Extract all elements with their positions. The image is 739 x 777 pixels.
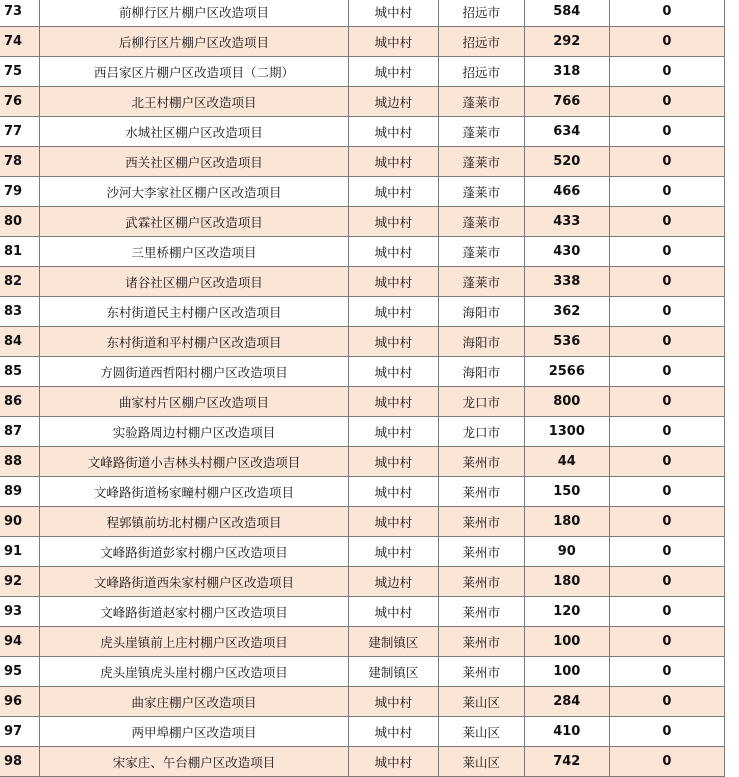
table-row bbox=[0, 597, 725, 627]
zero-value-cell: 0 bbox=[609, 537, 724, 567]
households-cell: 2566 bbox=[524, 357, 609, 387]
project-name-cell: 文峰路街道赵家村棚户区改造项目 bbox=[40, 597, 349, 627]
city-cell: 龙口市 bbox=[438, 417, 524, 447]
city-cell: 蓬莱市 bbox=[438, 267, 524, 297]
zero-value-cell: 0 bbox=[609, 477, 724, 507]
table-row bbox=[0, 387, 725, 417]
row-number-cell: 83 bbox=[0, 297, 40, 327]
city-cell: 莱州市 bbox=[438, 507, 524, 537]
area-type-cell: 城中村 bbox=[349, 0, 439, 27]
zero-value-cell: 0 bbox=[609, 447, 724, 477]
table-row bbox=[0, 627, 725, 657]
table-row bbox=[0, 477, 725, 507]
city-cell: 龙口市 bbox=[438, 387, 524, 417]
row-number-cell: 81 bbox=[0, 237, 40, 267]
project-name-cell: 文峰路街道杨家疃村棚户区改造项目 bbox=[40, 477, 349, 507]
row-number-cell: 96 bbox=[0, 687, 40, 717]
area-type-cell: 城中村 bbox=[349, 417, 439, 447]
project-name-cell: 北王村棚户区改造项目 bbox=[40, 87, 349, 117]
table-row bbox=[0, 507, 725, 537]
households-cell: 800 bbox=[524, 387, 609, 417]
row-number-cell: 98 bbox=[0, 747, 40, 777]
table-row bbox=[0, 657, 725, 687]
households-cell: 410 bbox=[524, 717, 609, 747]
city-cell: 海阳市 bbox=[438, 357, 524, 387]
city-cell: 招远市 bbox=[438, 0, 524, 27]
project-name-cell: 虎头崖镇前上庄村棚户区改造项目 bbox=[40, 627, 349, 657]
row-number-cell: 82 bbox=[0, 267, 40, 297]
zero-value-cell: 0 bbox=[609, 357, 724, 387]
zero-value-cell: 0 bbox=[609, 147, 724, 177]
table-row bbox=[0, 297, 725, 327]
zero-value-cell: 0 bbox=[609, 57, 724, 87]
row-number-cell: 76 bbox=[0, 87, 40, 117]
project-name-cell: 文峰路街道彭家村棚户区改造项目 bbox=[40, 537, 349, 567]
zero-value-cell: 0 bbox=[609, 507, 724, 537]
table-row bbox=[0, 537, 725, 567]
project-name-cell: 西吕家区片棚户区改造项目（二期） bbox=[40, 57, 349, 87]
project-name-cell: 三里桥棚户区改造项目 bbox=[40, 237, 349, 267]
area-type-cell: 建制镇区 bbox=[349, 657, 439, 687]
city-cell: 蓬莱市 bbox=[438, 207, 524, 237]
city-cell: 莱州市 bbox=[438, 477, 524, 507]
row-number-cell: 90 bbox=[0, 507, 40, 537]
zero-value-cell: 0 bbox=[609, 717, 724, 747]
area-type-cell: 城中村 bbox=[349, 507, 439, 537]
zero-value-cell: 0 bbox=[609, 27, 724, 57]
city-cell: 海阳市 bbox=[438, 297, 524, 327]
households-cell: 90 bbox=[524, 537, 609, 567]
households-cell: 362 bbox=[524, 297, 609, 327]
project-name-cell: 方圆街道西哲阳村棚户区改造项目 bbox=[40, 357, 349, 387]
project-name-cell: 前柳行区片棚户区改造项目 bbox=[40, 0, 349, 27]
households-cell: 433 bbox=[524, 207, 609, 237]
row-number-cell: 74 bbox=[0, 27, 40, 57]
area-type-cell: 城中村 bbox=[349, 267, 439, 297]
households-cell: 100 bbox=[524, 627, 609, 657]
table-row bbox=[0, 117, 725, 147]
project-name-cell: 水城社区棚户区改造项目 bbox=[40, 117, 349, 147]
zero-value-cell: 0 bbox=[609, 87, 724, 117]
area-type-cell: 城中村 bbox=[349, 297, 439, 327]
city-cell: 海阳市 bbox=[438, 327, 524, 357]
city-cell: 蓬莱市 bbox=[438, 87, 524, 117]
area-type-cell: 城中村 bbox=[349, 117, 439, 147]
row-number-cell: 97 bbox=[0, 717, 40, 747]
table-row bbox=[0, 327, 725, 357]
zero-value-cell: 0 bbox=[609, 567, 724, 597]
zero-value-cell: 0 bbox=[609, 177, 724, 207]
households-cell: 430 bbox=[524, 237, 609, 267]
area-type-cell: 建制镇区 bbox=[349, 627, 439, 657]
area-type-cell: 城中村 bbox=[349, 537, 439, 567]
row-number-cell: 95 bbox=[0, 657, 40, 687]
households-cell: 536 bbox=[524, 327, 609, 357]
row-number-cell: 85 bbox=[0, 357, 40, 387]
city-cell: 莱州市 bbox=[438, 627, 524, 657]
households-cell: 180 bbox=[524, 567, 609, 597]
row-number-cell: 89 bbox=[0, 477, 40, 507]
area-type-cell: 城中村 bbox=[349, 477, 439, 507]
project-name-cell: 虎头崖镇虎头崖村棚户区改造项目 bbox=[40, 657, 349, 687]
households-cell: 100 bbox=[524, 657, 609, 687]
city-cell: 莱州市 bbox=[438, 657, 524, 687]
area-type-cell: 城中村 bbox=[349, 147, 439, 177]
zero-value-cell: 0 bbox=[609, 207, 724, 237]
households-cell: 466 bbox=[524, 177, 609, 207]
project-name-cell: 宋家庄、午台棚户区改造项目 bbox=[40, 747, 349, 777]
area-type-cell: 城中村 bbox=[349, 747, 439, 777]
households-cell: 120 bbox=[524, 597, 609, 627]
zero-value-cell: 0 bbox=[609, 417, 724, 447]
city-cell: 莱山区 bbox=[438, 747, 524, 777]
row-number-cell: 84 bbox=[0, 327, 40, 357]
row-number-cell: 86 bbox=[0, 387, 40, 417]
row-number-cell: 80 bbox=[0, 207, 40, 237]
project-name-cell: 文峰路街道小吉林头村棚户区改造项目 bbox=[40, 447, 349, 477]
table-row bbox=[0, 0, 725, 27]
table-row bbox=[0, 207, 725, 237]
row-number-cell: 93 bbox=[0, 597, 40, 627]
project-name-cell: 诸谷社区棚户区改造项目 bbox=[40, 267, 349, 297]
area-type-cell: 城中村 bbox=[349, 327, 439, 357]
project-name-cell: 曲家庄棚户区改造项目 bbox=[40, 687, 349, 717]
project-name-cell: 东村街道民主村棚户区改造项目 bbox=[40, 297, 349, 327]
table-row bbox=[0, 717, 725, 747]
project-name-cell: 曲家村片区棚户区改造项目 bbox=[40, 387, 349, 417]
city-cell: 莱州市 bbox=[438, 447, 524, 477]
households-cell: 1300 bbox=[524, 417, 609, 447]
households-cell: 634 bbox=[524, 117, 609, 147]
project-name-cell: 东村街道和平村棚户区改造项目 bbox=[40, 327, 349, 357]
row-number-cell: 75 bbox=[0, 57, 40, 87]
row-number-cell: 88 bbox=[0, 447, 40, 477]
city-cell: 莱州市 bbox=[438, 597, 524, 627]
zero-value-cell: 0 bbox=[609, 597, 724, 627]
row-number-cell: 79 bbox=[0, 177, 40, 207]
city-cell: 莱山区 bbox=[438, 717, 524, 747]
row-number-cell: 78 bbox=[0, 147, 40, 177]
project-name-cell: 武霖社区棚户区改造项目 bbox=[40, 207, 349, 237]
table-row bbox=[0, 447, 725, 477]
area-type-cell: 城中村 bbox=[349, 237, 439, 267]
table-row bbox=[0, 417, 725, 447]
city-cell: 莱州市 bbox=[438, 537, 524, 567]
area-type-cell: 城中村 bbox=[349, 57, 439, 87]
city-cell: 莱山区 bbox=[438, 687, 524, 717]
project-name-cell: 沙河大李家社区棚户区改造项目 bbox=[40, 177, 349, 207]
zero-value-cell: 0 bbox=[609, 237, 724, 267]
area-type-cell: 城中村 bbox=[349, 177, 439, 207]
households-cell: 180 bbox=[524, 507, 609, 537]
households-cell: 150 bbox=[524, 477, 609, 507]
zero-value-cell: 0 bbox=[609, 0, 724, 27]
households-cell: 284 bbox=[524, 687, 609, 717]
row-number-cell: 91 bbox=[0, 537, 40, 567]
table-row bbox=[0, 267, 725, 297]
table-row bbox=[0, 687, 725, 717]
households-cell: 584 bbox=[524, 0, 609, 27]
city-cell: 蓬莱市 bbox=[438, 237, 524, 267]
area-type-cell: 城中村 bbox=[349, 357, 439, 387]
project-name-cell: 西关社区棚户区改造项目 bbox=[40, 147, 349, 177]
row-number-cell: 92 bbox=[0, 567, 40, 597]
zero-value-cell: 0 bbox=[609, 627, 724, 657]
project-name-cell: 后柳行区片棚户区改造项目 bbox=[40, 27, 349, 57]
households-cell: 338 bbox=[524, 267, 609, 297]
project-name-cell: 文峰路街道西朱家村棚户区改造项目 bbox=[40, 567, 349, 597]
households-cell: 520 bbox=[524, 147, 609, 177]
zero-value-cell: 0 bbox=[609, 297, 724, 327]
table-row bbox=[0, 57, 725, 87]
row-number-cell: 73 bbox=[0, 0, 40, 27]
area-type-cell: 城边村 bbox=[349, 87, 439, 117]
city-cell: 莱州市 bbox=[438, 567, 524, 597]
zero-value-cell: 0 bbox=[609, 687, 724, 717]
row-number-cell: 94 bbox=[0, 627, 40, 657]
area-type-cell: 城中村 bbox=[349, 597, 439, 627]
zero-value-cell: 0 bbox=[609, 747, 724, 777]
project-name-cell: 程郭镇前坊北村棚户区改造项目 bbox=[40, 507, 349, 537]
zero-value-cell: 0 bbox=[609, 267, 724, 297]
table-row bbox=[0, 87, 725, 117]
zero-value-cell: 0 bbox=[609, 327, 724, 357]
households-cell: 318 bbox=[524, 57, 609, 87]
households-cell: 742 bbox=[524, 747, 609, 777]
table-row bbox=[0, 27, 725, 57]
zero-value-cell: 0 bbox=[609, 117, 724, 147]
project-name-cell: 实验路周边村棚户区改造项目 bbox=[40, 417, 349, 447]
city-cell: 招远市 bbox=[438, 57, 524, 87]
area-type-cell: 城中村 bbox=[349, 687, 439, 717]
project-name-cell: 两甲埠棚户区改造项目 bbox=[40, 717, 349, 747]
city-cell: 蓬莱市 bbox=[438, 147, 524, 177]
area-type-cell: 城中村 bbox=[349, 207, 439, 237]
table-row bbox=[0, 237, 725, 267]
city-cell: 蓬莱市 bbox=[438, 177, 524, 207]
households-cell: 44 bbox=[524, 447, 609, 477]
households-cell: 766 bbox=[524, 87, 609, 117]
area-type-cell: 城边村 bbox=[349, 567, 439, 597]
zero-value-cell: 0 bbox=[609, 657, 724, 687]
table-row bbox=[0, 747, 725, 777]
row-number-cell: 77 bbox=[0, 117, 40, 147]
area-type-cell: 城中村 bbox=[349, 717, 439, 747]
table-row bbox=[0, 147, 725, 177]
households-cell: 292 bbox=[524, 27, 609, 57]
table-row bbox=[0, 357, 725, 387]
area-type-cell: 城中村 bbox=[349, 447, 439, 477]
table-row bbox=[0, 567, 725, 597]
city-cell: 招远市 bbox=[438, 27, 524, 57]
area-type-cell: 城中村 bbox=[349, 27, 439, 57]
zero-value-cell: 0 bbox=[609, 387, 724, 417]
city-cell: 蓬莱市 bbox=[438, 117, 524, 147]
table-row bbox=[0, 177, 725, 207]
row-number-cell: 87 bbox=[0, 417, 40, 447]
area-type-cell: 城中村 bbox=[349, 387, 439, 417]
